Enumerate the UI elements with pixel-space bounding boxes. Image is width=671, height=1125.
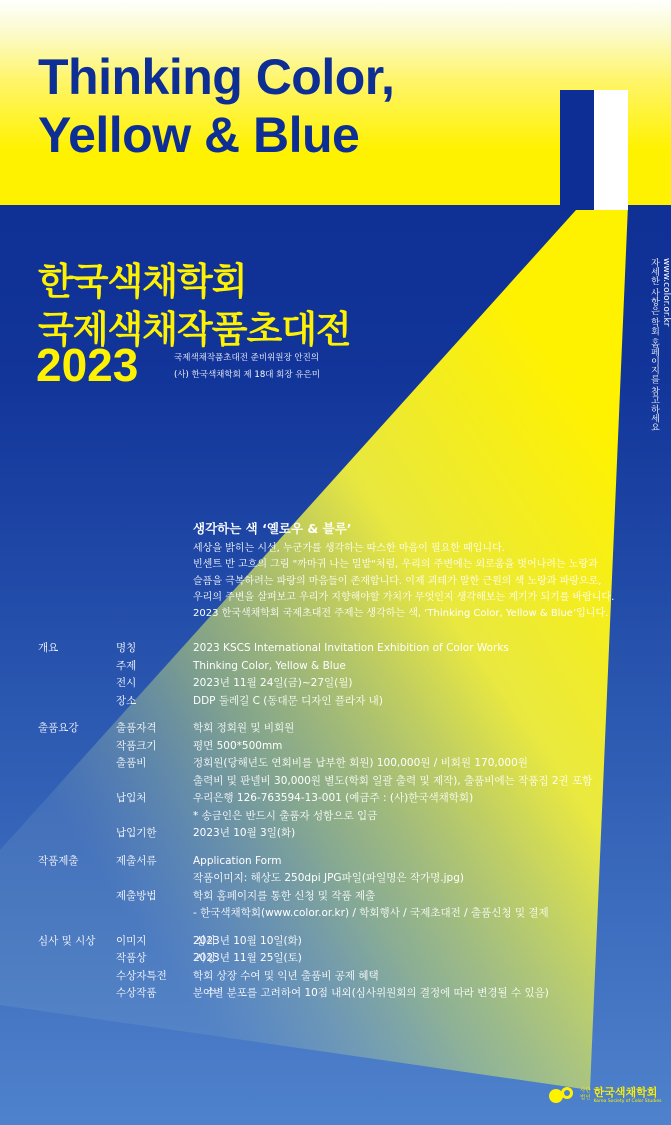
row-key: 수상자특전 <box>116 969 167 982</box>
section-label: 작품제출 <box>38 854 79 867</box>
row-key: 납입처 <box>116 792 147 804</box>
row-value: 정회원(당해년도 연회비를 납부한 회원) 100,000원 / 비회원 170,000원 <box>193 757 528 769</box>
intro-title: 생각하는 색 ‘옐로우 & 블루’ <box>193 521 352 536</box>
row-value: 분야별 분포를 고려하여 10점 내외(심사위원회의 결정에 따라 변경될 수 있음) <box>193 987 549 999</box>
row-value: 학회 상장 수여 및 익년 출품비 공제 혜택 <box>193 969 379 982</box>
row-value: 2023 KSCS International Invitation Exhibition of Color Works <box>193 642 509 654</box>
info-sections <box>38 640 658 1003</box>
title-korean-line2: 국제색채작품초대전 <box>38 308 351 351</box>
info-row <box>38 755 658 773</box>
door-blue-panel <box>560 90 595 210</box>
website-note: 자세한 사항은 학회 홈페이지를 참고하세요 <box>649 258 659 432</box>
section-label: 심사 및 시상 <box>38 934 96 947</box>
info-row <box>38 693 658 711</box>
row-value: 학회 홈페이지를 통한 신청 및 작품 제출 <box>193 889 376 902</box>
row-key: 제출서류 <box>116 854 157 867</box>
side-text <box>648 258 671 431</box>
info-row <box>38 933 658 951</box>
intro-line: 2023 한국색채학회 국제초대전 주제는 생각하는 색, ‘Thinking Color, Yellow & Blue’입니다. <box>193 608 609 620</box>
info-row <box>38 905 658 923</box>
info-row <box>38 658 658 676</box>
info-row <box>38 950 658 968</box>
info-row <box>38 675 658 693</box>
door-white-panel <box>594 90 628 210</box>
society-logo-icon <box>548 1085 576 1105</box>
row-value: 2023년 11월 25일(토) <box>193 952 302 964</box>
intro-line: 우리의 주변을 살펴보고 우리가 지향해야할 가치가 무엇인지 생각해보는 계기가 되기를 바랍니다. <box>193 591 615 603</box>
section-label: 출품요강 <box>38 722 79 734</box>
row-value: 출력비 및 판넬비 30,000원 별도(학회 일괄 출력 및 제작), 출품비에는 작품집 2권 포함 <box>193 774 593 787</box>
row-key: 전시 <box>116 677 137 689</box>
society-logo <box>548 1085 661 1105</box>
info-row <box>38 968 658 986</box>
row-key: 수상작품 수 <box>116 987 216 999</box>
section-overview <box>38 640 658 710</box>
row-value: * 송금인은 반드시 출품자 성함으로 입금 <box>193 809 378 822</box>
row-key: 명칭 <box>116 642 137 654</box>
row-key: 작품상 시상 <box>116 952 216 964</box>
row-key: 장소 <box>116 694 137 707</box>
info-row <box>38 870 658 888</box>
logo-prefix <box>580 1088 591 1102</box>
logo-subtitle: Korea Society of Color Studies <box>593 1098 662 1104</box>
info-row <box>38 888 658 906</box>
title-english-line2: Yellow & Blue <box>38 107 360 163</box>
credit-line: (사) 한국색채학회 제 18대 회장 유은미 <box>174 370 320 380</box>
info-row <box>38 720 658 738</box>
title-english <box>38 48 394 164</box>
row-key: 납입기한 <box>116 827 157 839</box>
row-value: 작품이미지: 해상도 250dpi JPG파일(파일명은 작가명.jpg) <box>193 872 464 884</box>
info-row <box>38 825 658 843</box>
title-korean-line1: 한국색채학회 <box>38 260 247 303</box>
section-label: 개요 <box>38 642 59 654</box>
logo-prefix-top: 사단 <box>580 1088 591 1094</box>
row-value: 2023년 11월 24일(금)~27일(월) <box>193 677 353 689</box>
info-row <box>38 808 658 826</box>
logo-prefix-bottom: 법인 <box>580 1095 591 1101</box>
credits <box>174 350 320 384</box>
website-url[interactable]: www.color.or.kr <box>661 258 671 327</box>
credit-line: 국제색채작품초대전 준비위원장 안진의 <box>174 353 319 363</box>
row-value: 2023년 10월 10일(화) <box>193 934 302 947</box>
row-value: DDP 둘레길 C (동대문 디자인 플라자 내) <box>193 694 383 707</box>
row-value: 2023년 10월 3일(화) <box>193 827 296 839</box>
title-english-line1: Thinking Color, <box>38 49 395 105</box>
row-value: Thinking Color, Yellow & Blue <box>193 659 346 672</box>
row-key: 주제 <box>116 659 137 672</box>
row-value: Application Form <box>193 854 282 867</box>
section-work-submission <box>38 853 658 923</box>
row-key: 출품비 <box>116 757 147 769</box>
info-row <box>38 640 658 658</box>
info-row <box>38 790 658 808</box>
year: 2023 <box>36 339 139 391</box>
row-value: 우리은행 126-763594-13-001 (예금주 : (사)한국색채학회) <box>193 792 474 804</box>
section-judging-awards <box>38 933 658 1003</box>
logo-text <box>594 1086 662 1105</box>
intro-line: 세상을 밝히는 시선, 누군가를 생각하는 따스한 마음이 필요한 때입니다. <box>193 543 505 554</box>
info-row <box>38 985 658 1003</box>
row-key: 제출방법 <box>116 889 157 902</box>
logo-name: 한국색채학회 <box>593 1085 658 1099</box>
intro-block <box>193 520 653 622</box>
row-value: 평면 500*500mm <box>193 739 283 752</box>
info-row <box>38 853 658 871</box>
intro-line: 빈센트 반 고흐의 그림 "까마귀 나는 밀밭"처럼, 우리의 주변에는 외로움을 벗어나려는 노랑과 <box>193 559 598 571</box>
row-value: - 한국색채학회(www.color.or.kr) / 학회행사 / 국제초대전 / 출품신청 및 결제 <box>193 907 549 919</box>
row-key: 작품크기 <box>116 739 157 752</box>
row-value: 학회 정회원 및 비회원 <box>193 722 295 734</box>
row-key: 출품자격 <box>116 722 157 734</box>
row-key: 이미지 심사 <box>116 934 216 947</box>
intro-line: 슬픔을 극복하려는 파랑의 마음들이 존재합니다. 이제 괴테가 말한 근원의 색 노랑과 파랑으로, <box>193 575 602 587</box>
info-row <box>38 738 658 756</box>
info-row <box>38 773 658 791</box>
section-submission-guide <box>38 720 658 843</box>
